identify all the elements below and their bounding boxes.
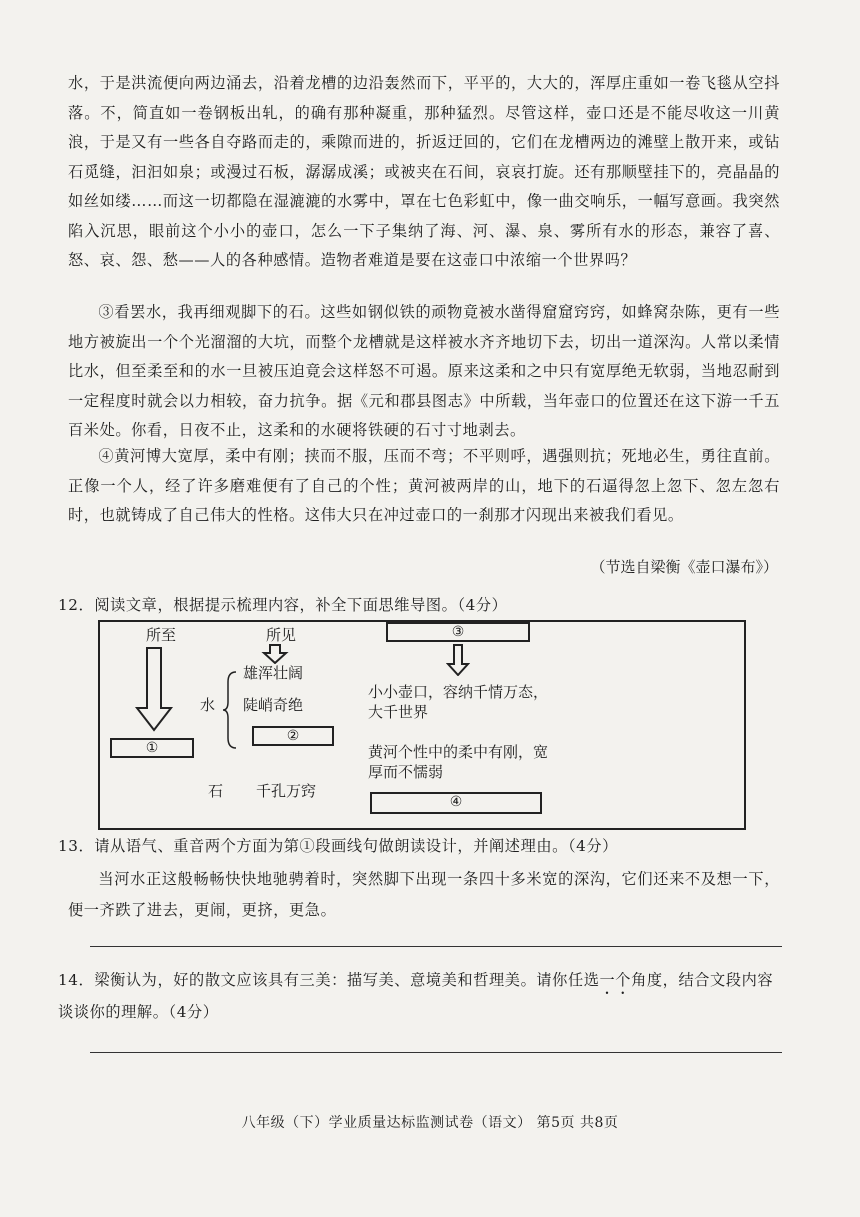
page-footer: 八年级（下）学业质量达标监测试卷（语文） 第5页 共8页 [241,1115,619,1131]
mind-map [98,620,746,830]
question-12: 12．阅读文章，根据提示梳理内容，补全下面思维导图。（4分） [58,596,508,614]
question-13: 13．请从语气、重音两个方面为第①段画线句做朗读设计，并阐述理由。（4分） [58,837,618,855]
left-brace-icon [222,670,238,750]
mindmap-water-item-2: 陡峭奇绝 [243,696,304,714]
passage-paragraph-2: 水，于是洪流便向两边涌去，沿着龙槽的边沿轰然而下，平平的，大大的，浑厚庄重如一卷飞毯从空抖落。不，简直如一卷钢板出轧，的确有那种凝重，那种猛烈。尽管这样，壶口还是不能尽收这一川黄浪，于是又有一些各自夺路而走的，乘隙而进的，折返迂回的，它们在龙槽两边的滩壁上散开来，或钻石觅缝，汩汩如泉；或漫过石板，潺潺成溪；或被夹在石间，哀哀打旋。还有那顺壁挂下的，亮晶晶的如丝如缕……而这一切都隐在湿漉漉的水雾中，罩在七色彩虹中，像一曲交响乐，一幅写意画。我突然陷入沉思，眼前这个小小的壶口，怎么一下子集纳了海、河、瀑、泉、雾所有水的形态，兼容了喜、怒、哀、怨、愁——人的各种感情。造物者难道是要在这壶口中浓缩一个世界吗？ [68,74,780,269]
mindmap-insight-2: 黄河个性中的柔中有刚，宽厚而不懦弱 [368,743,549,781]
passage-source: （节选自梁衡《壶口瀑布》） [590,558,778,576]
small-down-arrow-icon [261,644,289,664]
blank-3-box [386,622,530,642]
answer-line-13 [90,946,782,947]
big-down-arrow-icon [134,646,174,732]
passage-paragraph-4: ④黄河博大宽厚，柔中有刚；挟而不服，压而不弯；不平则呼，遇强则抗；死地必生，勇往直前。正像一个人，经了许多磨难便有了自己的个性；黄河被两岸的山，地下的石逼得忽上忽下、忽左忽右时，也就铸成了自己伟大的性格。这伟大只在冲过壶口的一刹那才闪现出来被我们看见。 [68,447,780,524]
mindmap-stone-label: 石 [208,782,224,800]
blank-1-label: ① [145,740,159,756]
question-14-emphasis: 一个 [599,971,632,989]
blank-4-box [370,792,542,814]
blank-3-label: ③ [451,624,465,640]
question-14 [58,966,788,1028]
mindmap-water-label: 水 [200,696,216,714]
mindmap-stone-item: 千孔万窍 [256,782,317,800]
passage-paragraph-3: ③看罢水，我再细观脚下的石。这些如钢似铁的顽物竟被水凿得窟窟窍窍，如蜂窝杂陈，更有一些地方被旋出一个个光溜溜的大坑，而整个龙槽就是这样被水齐齐地切下去，切出一道深沟。人常以柔情比水，但至柔至和的水一旦被压迫竟会这样怒不可遏。原来这柔和之中只有宽厚绝无软弱，当地忍耐到一定程度时就会以力相较，奋力抗争。据《元和郡县图志》中所载，当年壶口的位置还在这下游一千五百米处。你看，日夜不止，这柔和的水硬将铁硬的石寸寸地剥去。 [68,303,780,439]
question-14-text-a: 14．梁衡认为，好的散文应该具有三美：描写美、意境美和哲理美。请你任选 [58,971,600,989]
answer-line-14 [90,1052,782,1053]
mindmap-col-label-seen: 所见 [266,626,297,644]
blank-2-label: ② [286,728,300,744]
blank-4-label: ④ [449,794,463,810]
blank-2-box [252,726,334,746]
question-14-text-b: 角度，结合文段内容谈谈你的理解。（4分） [58,971,774,1021]
blank-1-box [110,738,194,758]
mindmap-insight-1: 小小壶口，容纳千情万态，大千世界 [368,683,549,721]
question-13-quote: 当河水正这般畅畅快快地驰骋着时，突然脚下出现一条四十多米宽的深沟，它们还来不及想一下，便一齐跌了进去，更闹，更挤，更急。 [68,870,780,919]
mindmap-col-label-arrived: 所至 [146,626,177,644]
right-down-arrow-icon [446,644,470,676]
mindmap-water-item-1: 雄浑壮阔 [243,664,304,682]
